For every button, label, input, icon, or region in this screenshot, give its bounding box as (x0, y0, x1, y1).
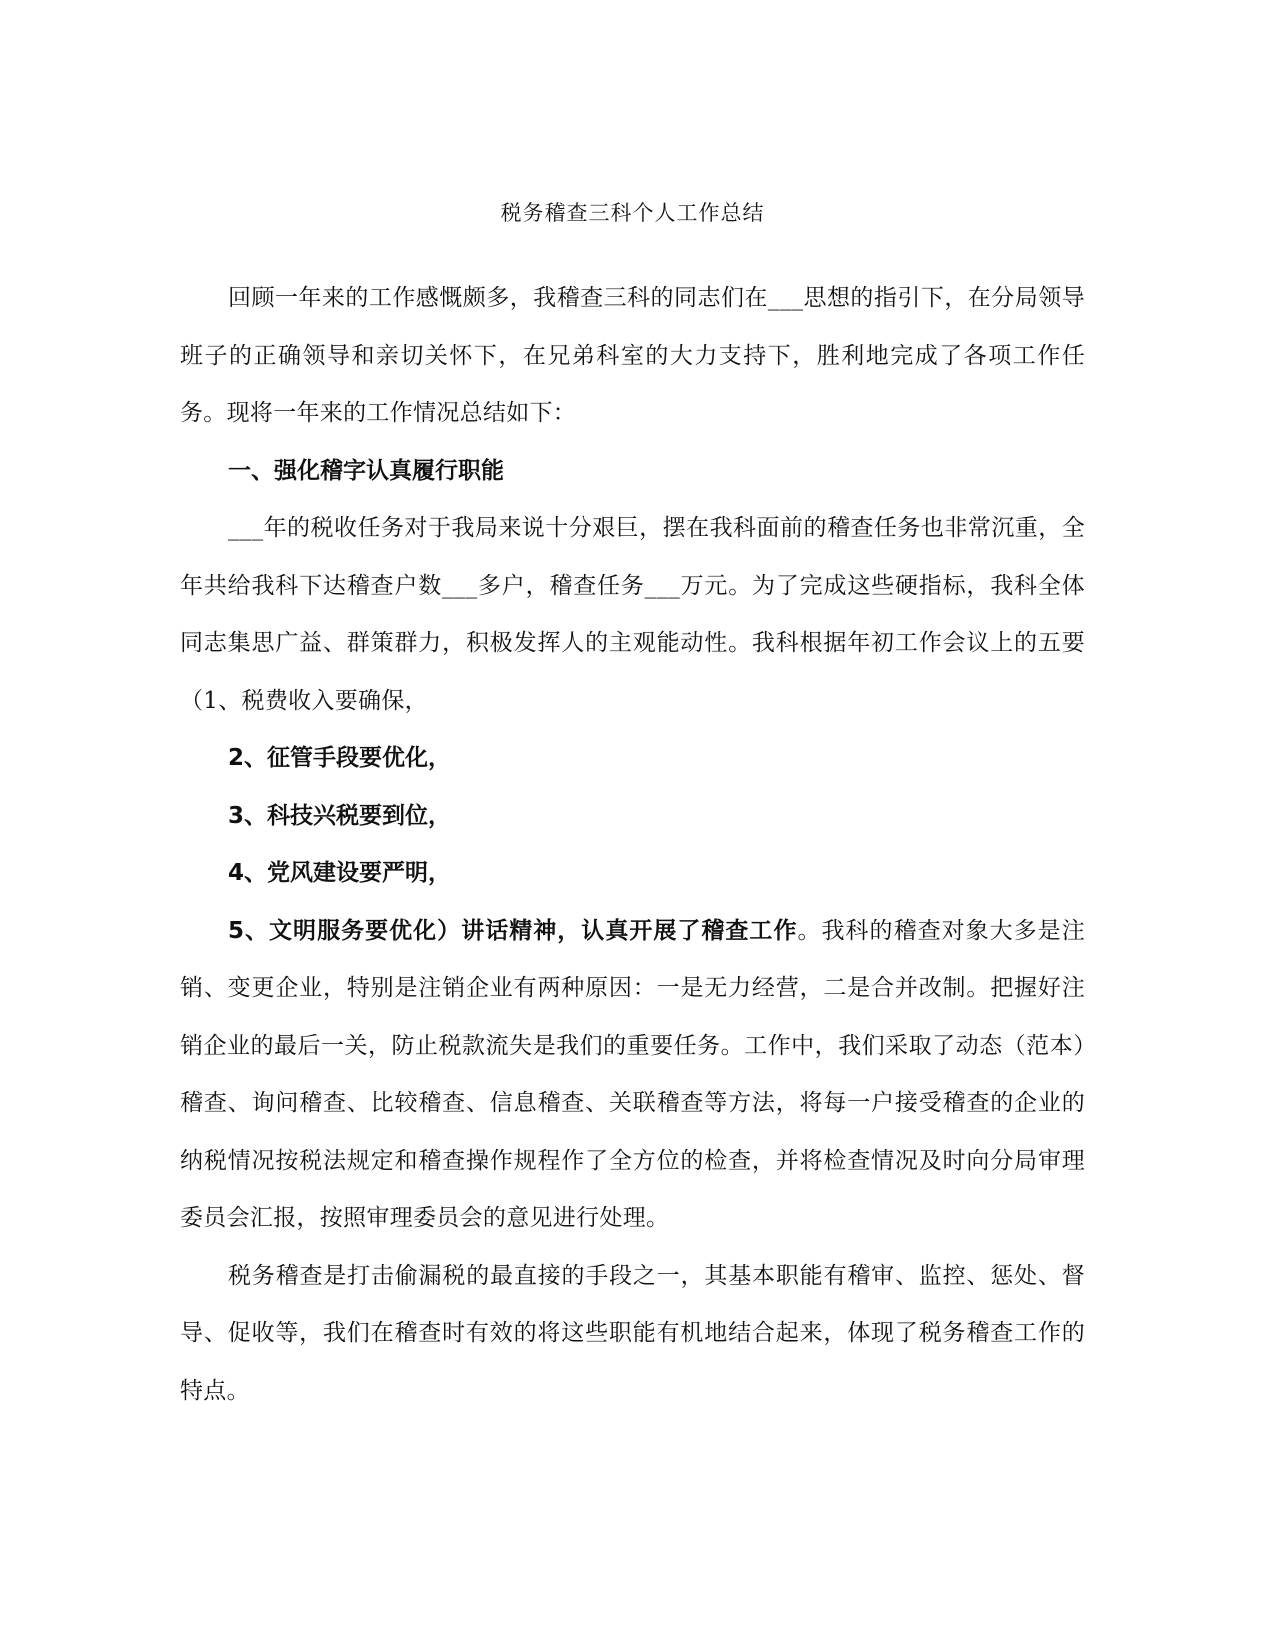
intro-paragraph: 回顾一年来的工作感慨颇多，我稽查三科的同志们在___思想的指引下，在分局领导班子的正确领导和亲切关怀下，在兄弟科室的大力支持下，胜利地完成了各项工作任务。现将一年来的工作情况总结如下： (180, 285, 1085, 426)
document-title: 税务稽查三科个人工作总结 (500, 201, 765, 225)
item5-lead-text: 5、文明服务要优化）讲话精神，认真开展了稽查工作 (228, 917, 798, 944)
closing-paragraph: 税务稽查是打击偷漏税的最直接的手段之一，其基本职能有稽审、监控、惩处、督导、促收等，我们在稽查时有效的将这些职能有机地结合起来，体现了税务稽查工作的特点。 (180, 1262, 1085, 1404)
document-body (180, 198, 1085, 1420)
section1-paragraph: ___年的税收任务对于我局来说十分艰巨，摆在我科面前的稽查任务也非常沉重，全年共给我科下达稽查户数___多户，稽查任务___万元。为了完成这些硬指标，我科全体同志集思广益、群策群力，积极发挥人的主观能动性。我科根据年初工作会议上的五要（1、税费收入要确保， (180, 515, 1085, 714)
list-item-3: 3、科技兴税要到位， (228, 802, 452, 829)
section-heading-1: 一、强化稽字认真履行职能 (228, 457, 504, 484)
list-item-4: 4、党风建设要严明， (228, 860, 452, 886)
list-item-2: 2、征管手段要优化， (228, 745, 452, 771)
item5-body-text: 。我科的稽查对象大多是注销、变更企业，特别是注销企业有两种原因：一是无力经营，二是合并改制。把握好注销企业的最后一关，防止税款流失是我们的重要任务。工作中，我们采取了动态（范本）稽查、询问稽查、比较稽查、信息稽查、关联稽查等方法，将每一户接受稽查的企业的纳税情况按税法规定和稽查操作规程作了全方位的检查，并将检查情况及时向分局审理委员会汇报，按照审理委员会的意见进行处理。 (180, 917, 1086, 1231)
item5-paragraph (180, 903, 1085, 1248)
